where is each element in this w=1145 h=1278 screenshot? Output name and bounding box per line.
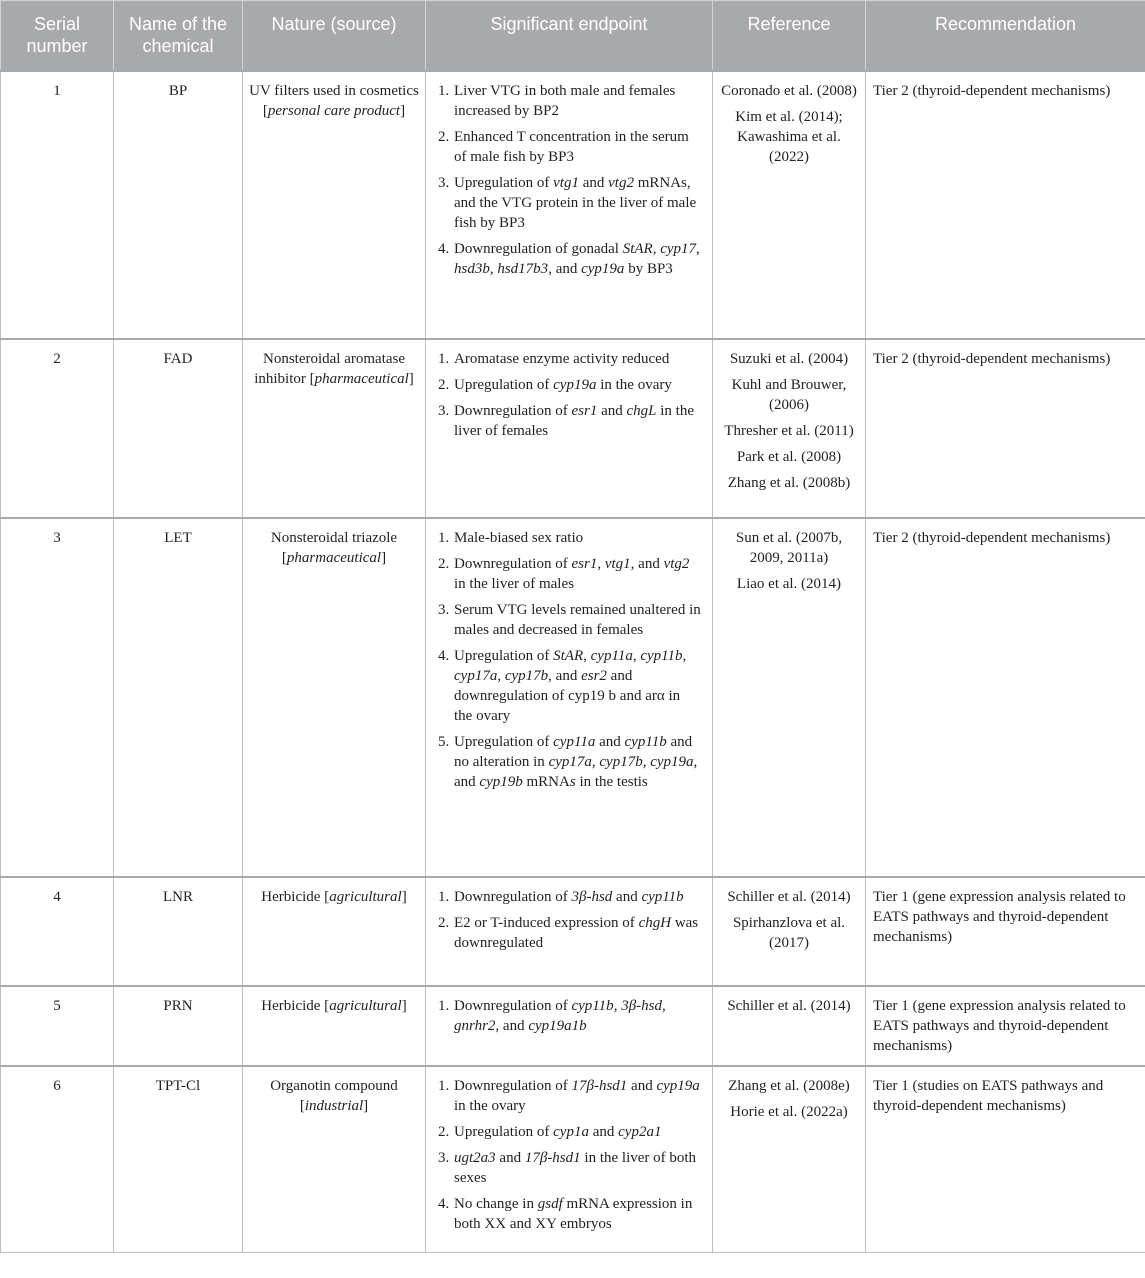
reference-item: Thresher et al. (2011) [724, 422, 854, 439]
table-row [1, 339, 1145, 518]
chemical-name-cell: LET [114, 518, 243, 877]
table-row [1, 1066, 1145, 1253]
nature-cell: Nonsteroidal triazole [pharmaceutical] [243, 518, 426, 877]
reference-item: Liao et al. (2014) [736, 575, 842, 592]
reference-cell [713, 71, 866, 339]
reference-item: Coronado et al. (2008) [721, 82, 857, 99]
reference-item: Horie et al. (2022a) [730, 1103, 848, 1120]
reference-item: Schiller et al. (2014) [727, 888, 851, 905]
chemical-name-cell: PRN [114, 986, 243, 1066]
reference-cell [713, 877, 866, 986]
endpoint-item: 3. Upregulation of vtg1 and vtg2 mRNAs, and the VTG protein in the liver of male fish by BP3 [438, 174, 697, 231]
endpoint-item: 2. Enhanced T concentration in the serum of male fish by BP3 [438, 128, 689, 165]
serial-cell: 1 [1, 71, 114, 339]
reference-cell [713, 986, 866, 1066]
endpoint-item: 4. Downregulation of gonadal StAR, cyp17, hsd3b, hsd17b3, and cyp19a by BP3 [438, 240, 700, 277]
recommendation-cell: Tier 1 (studies on EATS pathways and thyroid-dependent mechanisms) [866, 1066, 1145, 1253]
table-row [1, 986, 1145, 1066]
recommendation-cell: Tier 1 (gene expression analysis related to EATS pathways and thyroid-dependent mechanisms) [866, 877, 1145, 986]
chemical-name-cell: FAD [114, 339, 243, 518]
endpoint-cell [426, 339, 713, 518]
reference-item: Zhang et al. (2008b) [727, 474, 851, 491]
header-serial: Serial number [1, 1, 114, 71]
endpoint-item: 3. Serum VTG levels remained unaltered in males and decreased in females [438, 601, 701, 638]
reference-item: Zhang et al. (2008e) [728, 1077, 850, 1094]
reference-cell [713, 518, 866, 877]
reference-item: Park et al. (2008) [736, 448, 842, 465]
nature-cell: UV filters used in cosmetics [personal care product] [243, 71, 426, 339]
endpoint-cell [426, 518, 713, 877]
header-row [1, 1, 1145, 71]
endpoint-item: 4. No change in gsdf mRNA expression in both XX and XY embryos [438, 1195, 693, 1232]
serial-cell: 5 [1, 986, 114, 1066]
endpoint-cell [426, 986, 713, 1066]
endpoint-item: 3. Downregulation of esr1 and chgL in the liver of females [438, 402, 694, 439]
nature-cell: Herbicide [agricultural] [243, 986, 426, 1066]
recommendation-cell: Tier 1 (gene expression analysis related to EATS pathways and thyroid-dependent mechanisms) [866, 986, 1145, 1066]
nature-cell: Organotin compound [industrial] [243, 1066, 426, 1253]
serial-cell: 2 [1, 339, 114, 518]
endpoint-item: 4. Upregulation of StAR, cyp11a, cyp11b, cyp17a, cyp17b, and esr2 and downregulation of cyp19 b and arα in the ovary [438, 647, 687, 724]
header-reference: Reference [713, 1, 866, 71]
reference-item: Spirhanzlova et al. (2017) [732, 914, 846, 951]
recommendation-cell: Tier 2 (thyroid-dependent mechanisms) [866, 71, 1145, 339]
table-row [1, 877, 1145, 986]
endpoint-item: 2. Downregulation of esr1, vtg1, and vtg2 in the liver of males [438, 555, 690, 592]
endpoint-item: 1. Male-biased sex ratio [438, 529, 584, 546]
endpoint-cell [426, 877, 713, 986]
chemical-name-cell: BP [114, 71, 243, 339]
endpoint-item: 2. Upregulation of cyp19a in the ovary [438, 376, 672, 393]
serial-cell: 4 [1, 877, 114, 986]
header-endpoint: Significant endpoint [426, 1, 713, 71]
endpoint-item: 2. E2 or T-induced expression of chgH was downregulated [438, 914, 699, 951]
endpoint-cell [426, 1066, 713, 1253]
endpoint-item: 5. Upregulation of cyp11a and cyp11b and no alteration in cyp17a, cyp17b, cyp19a, and cyp19b mRNAs in the testis [438, 733, 698, 790]
reference-cell [713, 339, 866, 518]
reference-cell [713, 1066, 866, 1253]
endpoint-item: 1. Downregulation of 17β-hsd1 and cyp19a in the ovary [438, 1077, 700, 1114]
nature-cell: Nonsteroidal aromatase inhibitor [pharmaceutical] [243, 339, 426, 518]
header-nature: Nature (source) [243, 1, 426, 71]
recommendation-cell: Tier 2 (thyroid-dependent mechanisms) [866, 518, 1145, 877]
serial-cell: 3 [1, 518, 114, 877]
endpoint-item: 2. Upregulation of cyp1a and cyp2a1 [438, 1123, 662, 1140]
table-row [1, 518, 1145, 877]
reference-item: Kim et al. (2014); Kawashima et al. (2022) [735, 108, 843, 165]
endpoint-item: 3. ugt2a3 and 17β-hsd1 in the liver of both sexes [438, 1149, 697, 1186]
reference-item: Sun et al. (2007b, 2009, 2011a) [735, 529, 843, 566]
reference-item: Suzuki et al. (2004) [729, 350, 849, 367]
endpoint-cell [426, 71, 713, 339]
reference-item: Kuhl and Brouwer, (2006) [731, 376, 847, 413]
table-row [1, 71, 1145, 339]
table-body [1, 71, 1145, 1253]
header-name: Name of the chemical [114, 1, 243, 71]
endpoint-item: 1. Liver VTG in both male and females increased by BP2 [438, 82, 676, 119]
endpoint-item: 1. Aromatase enzyme activity reduced [438, 350, 670, 367]
chemical-name-cell: LNR [114, 877, 243, 986]
header-recommendation: Recommendation [866, 1, 1145, 71]
endpoint-item: 1. Downregulation of 3β-hsd and cyp11b [438, 888, 684, 905]
recommendation-cell: Tier 2 (thyroid-dependent mechanisms) [866, 339, 1145, 518]
chemical-name-cell: TPT-Cl [114, 1066, 243, 1253]
nature-cell: Herbicide [agricultural] [243, 877, 426, 986]
serial-cell: 6 [1, 1066, 114, 1253]
reference-item: Schiller et al. (2014) [727, 997, 851, 1014]
endpoint-item: 1. Downregulation of cyp11b, 3β-hsd, gnrhr2, and cyp19a1b [438, 997, 666, 1034]
